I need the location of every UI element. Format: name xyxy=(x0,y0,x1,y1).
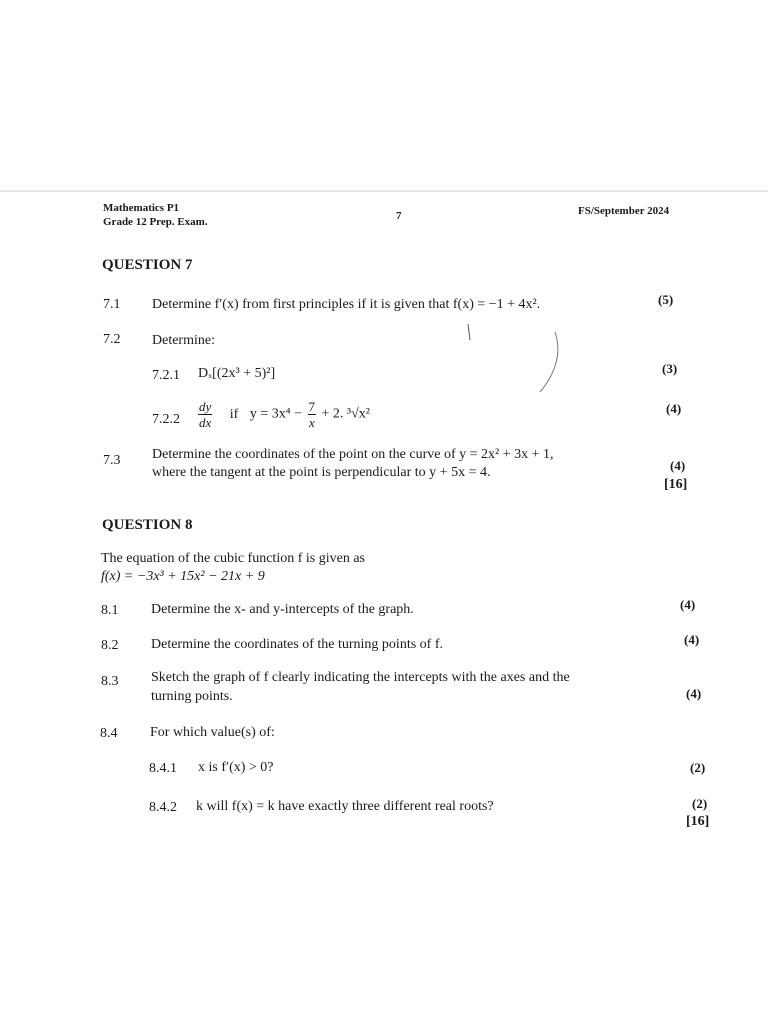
q7-3-number: 7.3 xyxy=(103,453,121,468)
seven-over-x-fraction xyxy=(308,400,317,429)
q8-4-text: For which value(s) of: xyxy=(150,725,275,740)
page-number: 7 xyxy=(396,210,402,222)
q8-4-2-text: k will f(x) = k have exactly three different real roots? xyxy=(196,799,494,814)
grade-label: Grade 12 Prep. Exam. xyxy=(103,216,208,228)
exam-date: FS/September 2024 xyxy=(578,205,670,217)
cube-root-term: ³√x² xyxy=(346,406,370,422)
q8-1-marks: (4) xyxy=(680,597,696,612)
q8-2-number: 8.2 xyxy=(101,638,119,653)
q8-2-text: Determine the coordinates of the turning points of f. xyxy=(151,637,443,652)
q7-2-1-expression: Dₓ[(2x³ + 5)²] xyxy=(198,366,276,381)
q7-2-1-marks: (3) xyxy=(662,361,678,376)
q8-4-number: 8.4 xyxy=(100,726,118,741)
q7-total: [16] xyxy=(664,477,688,492)
question-8-title: QUESTION 8 xyxy=(102,517,193,533)
fraction-numerator: 7 xyxy=(308,399,316,414)
q8-1-number: 8.1 xyxy=(101,603,119,618)
q7-3-line-1: Determine the coordinates of the point on the curve of y = 2x² + 3x + 1, xyxy=(152,447,554,462)
q7-1-number: 7.1 xyxy=(103,297,121,312)
if-word: if xyxy=(229,406,239,422)
derivative-numerator: dy xyxy=(199,399,212,414)
fraction-denominator: x xyxy=(308,415,315,430)
q8-4-2-number: 8.4.2 xyxy=(149,800,177,815)
q7-2-text: Determine: xyxy=(152,333,215,348)
q7-1-text: Determine f′(x) from first principles if it is given that f(x) = −1 + 4x². xyxy=(152,297,541,312)
expression-part-b: + 2. xyxy=(321,406,344,422)
q7-3-line-2: where the tangent at the point is perpendicular to y + 5x = 4. xyxy=(152,465,491,480)
q8-4-1-text: x is f′(x) > 0? xyxy=(198,760,274,775)
q8-4-2-marks: (2) xyxy=(692,796,708,811)
q8-3-marks: (4) xyxy=(686,686,702,701)
q8-4-1-marks: (2) xyxy=(690,760,706,775)
q8-3-number: 8.3 xyxy=(101,674,119,689)
q8-1-text: Determine the x- and y-intercepts of the graph. xyxy=(151,602,414,617)
q7-2-number: 7.2 xyxy=(103,332,121,347)
q7-3-marks: (4) xyxy=(670,458,686,473)
derivative-denominator: dx xyxy=(199,415,212,430)
q7-2-2-expression xyxy=(196,400,370,429)
q8-3-line-2: turning points. xyxy=(151,689,233,704)
q8-intro-line-1: The equation of the cubic function f is given as xyxy=(101,551,365,566)
q7-2-1-number: 7.2.1 xyxy=(152,368,180,383)
expression-part-a: y = 3x⁴ − xyxy=(249,406,303,422)
q7-2-2-number: 7.2.2 xyxy=(152,412,180,427)
q7-1-marks: (5) xyxy=(658,292,674,307)
page-edge xyxy=(0,190,768,192)
question-7-title: QUESTION 7 xyxy=(102,257,193,273)
q8-total: [16] xyxy=(686,814,710,829)
pen-mark-scribble xyxy=(460,322,580,402)
subject-label: Mathematics P1 xyxy=(103,202,180,214)
q8-4-1-number: 8.4.1 xyxy=(149,761,177,776)
q8-2-marks: (4) xyxy=(684,632,700,647)
q7-2-2-marks: (4) xyxy=(666,401,682,416)
derivative-fraction xyxy=(198,400,212,429)
q8-3-line-1: Sketch the graph of f clearly indicating the intercepts with the axes and the xyxy=(151,670,570,685)
q8-function-equation: f(x) = −3x³ + 15x² − 21x + 9 xyxy=(101,569,265,584)
